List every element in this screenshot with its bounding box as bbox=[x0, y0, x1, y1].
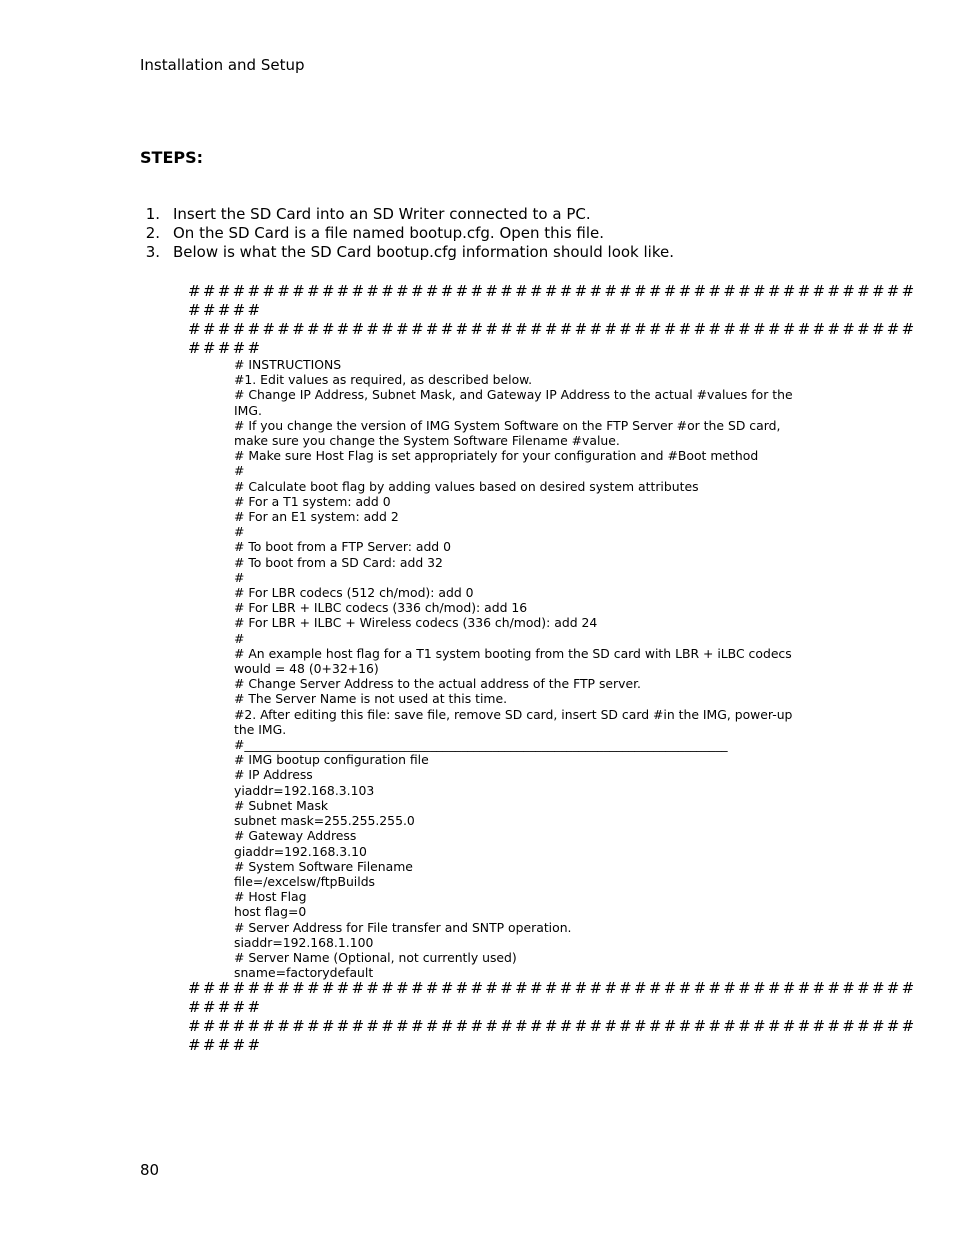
hash-line: ################################################# bbox=[188, 282, 917, 300]
config-line: host flag=0 bbox=[234, 904, 307, 920]
config-file-content bbox=[234, 357, 812, 980]
config-line: # For LBR + ILBC + Wireless codecs (336 ch/mod): add 24 bbox=[234, 615, 598, 631]
config-line: # Server Address for File transfer and SNTP operation. bbox=[234, 919, 572, 935]
config-line: # IMG bootup configuration file bbox=[234, 752, 429, 768]
config-line: # For an E1 system: add 2 bbox=[234, 509, 399, 525]
step-text: On the SD Card is a file named bootup.cfg. Open this file. bbox=[173, 224, 605, 242]
steps-heading: STEPS: bbox=[140, 148, 204, 167]
config-line: # Subnet Mask bbox=[234, 797, 329, 813]
hash-separator-top bbox=[188, 282, 917, 358]
page-header: Installation and Setup bbox=[140, 56, 305, 74]
hash-line: ##### bbox=[188, 339, 263, 357]
config-line: # Host Flag bbox=[234, 889, 307, 905]
config-line: #______________________________________________________________________________ bbox=[234, 737, 728, 753]
config-line: # Server Name (Optional, not currently used) bbox=[234, 949, 517, 965]
config-line: # bbox=[234, 569, 245, 585]
config-line: siaddr=192.168.1.100 bbox=[234, 934, 374, 950]
config-line: # Change Server Address to the actual address of the FTP server. bbox=[234, 676, 641, 692]
config-line: # IP Address bbox=[234, 767, 313, 783]
hash-separator-bottom bbox=[188, 979, 917, 1055]
step-item bbox=[140, 224, 674, 243]
config-line: # Calculate boot flag by adding values based on desired system attributes bbox=[234, 478, 699, 494]
page-number: 80 bbox=[140, 1161, 160, 1179]
step-item bbox=[140, 243, 674, 262]
config-line: # For LBR codecs (512 ch/mod): add 0 bbox=[234, 585, 474, 601]
hash-line: ################################################# bbox=[188, 320, 917, 338]
hash-line: ################################################# bbox=[188, 1017, 917, 1035]
step-text: Insert the SD Card into an SD Writer connected to a PC. bbox=[173, 205, 591, 223]
config-line: # For a T1 system: add 0 bbox=[234, 493, 391, 509]
steps-list bbox=[140, 205, 674, 262]
hash-line: ##### bbox=[188, 1036, 263, 1054]
config-line: # To boot from a FTP Server: add 0 bbox=[234, 539, 451, 555]
config-line: # An example host flag for a T1 system booting from the SD card with LBR + iLBC codecs would = 48 (0+32+16) bbox=[234, 645, 792, 677]
config-line: sname=factorydefault bbox=[234, 965, 374, 981]
config-line: # Gateway Address bbox=[234, 828, 357, 844]
hash-line: ##### bbox=[188, 301, 263, 319]
config-line: # bbox=[234, 463, 245, 479]
config-line: # bbox=[234, 630, 245, 646]
config-line: file=/excelsw/ftpBuilds bbox=[234, 873, 376, 889]
config-line: # System Software Filename bbox=[234, 858, 413, 874]
step-number: 3. bbox=[145, 243, 160, 261]
step-item bbox=[140, 205, 674, 224]
step-number: 1. bbox=[145, 205, 160, 223]
config-line: # The Server Name is not used at this time. bbox=[234, 691, 508, 707]
hash-line: ##### bbox=[188, 998, 263, 1016]
config-line: # Change IP Address, Subnet Mask, and Gateway IP Address to the actual #values for the IMG. bbox=[234, 387, 793, 418]
hash-line: ################################################# bbox=[188, 979, 917, 997]
step-number: 2. bbox=[145, 224, 160, 242]
config-line: #2. After editing this file: save file, remove SD card, insert SD card #in the IMG, power-up the IMG. bbox=[234, 706, 793, 737]
step-text: Below is what the SD Card bootup.cfg information should look like. bbox=[173, 243, 674, 261]
config-line: # INSTRUCTIONS bbox=[234, 357, 342, 372]
config-line: # bbox=[234, 524, 245, 540]
config-line: # For LBR + ILBC codecs (336 ch/mod): add 16 bbox=[234, 600, 528, 616]
config-line: yiaddr=192.168.3.103 bbox=[234, 782, 375, 798]
config-line: # Make sure Host Flag is set appropriately for your configuration and #Boot method bbox=[234, 448, 759, 464]
config-line: # To boot from a SD Card: add 32 bbox=[234, 554, 443, 570]
config-line: #1. Edit values as required, as described below. bbox=[234, 372, 533, 388]
config-line: # If you change the version of IMG System Software on the FTP Server #or the SD card, make sure you change the System Software Filename #value. bbox=[234, 417, 781, 449]
config-line: subnet mask=255.255.255.0 bbox=[234, 813, 415, 829]
config-line: giaddr=192.168.3.10 bbox=[234, 843, 367, 859]
